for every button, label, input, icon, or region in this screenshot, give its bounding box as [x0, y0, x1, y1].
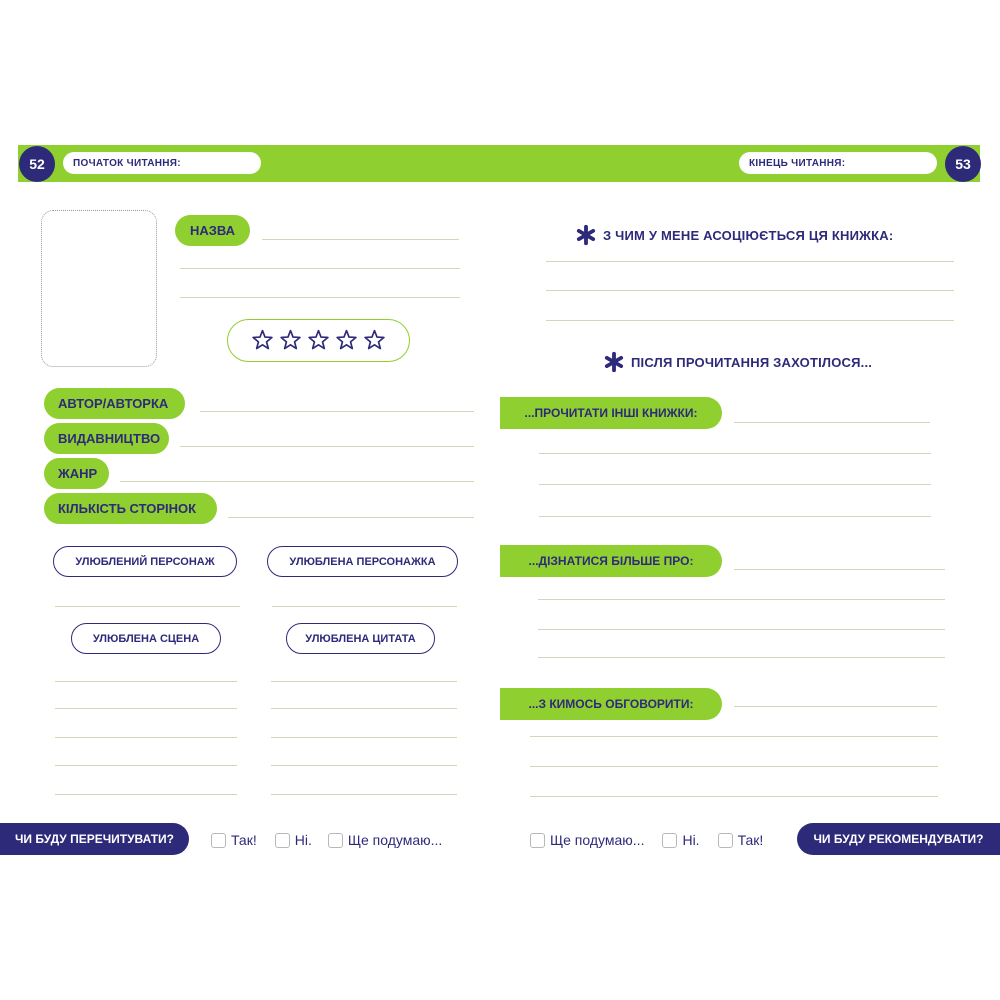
associations-line[interactable]	[546, 261, 954, 262]
wish-discuss-line[interactable]	[734, 706, 937, 707]
wish-read-more-line[interactable]	[539, 516, 931, 517]
title-line-1[interactable]	[262, 239, 459, 240]
checkbox-icon[interactable]	[275, 833, 290, 848]
title-label: НАЗВА	[175, 215, 250, 246]
star-outline-icon[interactable]	[278, 328, 303, 353]
checkbox-icon[interactable]	[718, 833, 733, 848]
recommend-options	[530, 832, 763, 848]
wish-learn-more-line[interactable]	[538, 599, 945, 600]
favorite-character-m-line[interactable]	[55, 606, 240, 607]
favorite-quote-line[interactable]	[271, 708, 457, 709]
favorite-character-m-label: УЛЮБЛЕНИЙ ПЕРСОНАЖ	[53, 546, 237, 577]
star-outline-icon[interactable]	[362, 328, 387, 353]
reread-option-maybe-text: Ще подумаю...	[347, 832, 443, 848]
page-number-right: 53	[945, 146, 981, 182]
title-line-2[interactable]	[180, 268, 460, 269]
checkbox-icon[interactable]	[530, 833, 545, 848]
wish-learn-more-line[interactable]	[538, 657, 945, 658]
genre-label: ЖАНР	[44, 458, 109, 489]
recommend-option-no[interactable]	[662, 832, 699, 848]
favorite-quote-line[interactable]	[271, 737, 457, 738]
cover-photo-placeholder[interactable]	[41, 210, 157, 367]
associations-line[interactable]	[546, 320, 954, 321]
favorite-quote-line[interactable]	[271, 681, 457, 682]
star-outline-icon[interactable]	[334, 328, 359, 353]
rating-stars	[227, 319, 410, 362]
associations-line[interactable]	[546, 290, 954, 291]
wish-read-more-line[interactable]	[539, 453, 931, 454]
recommend-option-yes[interactable]	[718, 832, 764, 848]
star-outline-icon[interactable]	[306, 328, 331, 353]
wish-discuss-line[interactable]	[530, 766, 938, 767]
asterisk-icon	[575, 224, 597, 246]
favorite-character-f-label: УЛЮБЛЕНА ПЕРСОНАЖКА	[267, 546, 458, 577]
wish-read-more-line[interactable]	[734, 422, 930, 423]
recommend-option-maybe[interactable]	[530, 832, 644, 848]
pages-count-label: КІЛЬКІСТЬ СТОРІНОК	[44, 493, 217, 524]
wish-learn-more-line[interactable]	[734, 569, 945, 570]
reread-option-yes-text: Так!	[231, 832, 257, 848]
favorite-scene-line[interactable]	[55, 765, 237, 766]
associations-heading	[575, 224, 893, 246]
favorite-scene-label: УЛЮБЛЕНА СЦЕНА	[71, 623, 221, 654]
title-line-3[interactable]	[180, 297, 460, 298]
recommend-question-label: ЧИ БУДУ РЕКОМЕНДУВАТИ?	[797, 823, 1000, 855]
reading-end-label: КІНЕЦЬ ЧИТАННЯ:	[749, 157, 846, 169]
reading-start-label: ПОЧАТОК ЧИТАННЯ:	[73, 157, 181, 169]
checkbox-icon[interactable]	[211, 833, 226, 848]
wish-discuss-line[interactable]	[530, 736, 938, 737]
recommend-option-yes-text: Так!	[737, 832, 764, 848]
genre-line[interactable]	[120, 481, 474, 482]
star-outline-icon[interactable]	[250, 328, 275, 353]
reread-question-label: ЧИ БУДУ ПЕРЕЧИТУВАТИ?	[0, 823, 189, 855]
checkbox-icon[interactable]	[328, 833, 343, 848]
associations-heading-text: З ЧИМ У МЕНЕ АСОЦІЮЄТЬСЯ ЦЯ КНИЖКА:	[603, 227, 894, 243]
page-number-left: 52	[19, 146, 55, 182]
favorite-quote-line[interactable]	[271, 765, 457, 766]
publisher-line[interactable]	[180, 446, 474, 447]
wish-discuss-line[interactable]	[530, 796, 938, 797]
after-reading-heading	[603, 351, 872, 373]
favorite-scene-line[interactable]	[55, 794, 237, 795]
reread-option-no-text: Ні.	[294, 832, 312, 848]
reading-start-field[interactable]	[63, 152, 261, 174]
wish-read-more-line[interactable]	[539, 484, 931, 485]
favorite-character-f-line[interactable]	[272, 606, 457, 607]
author-line[interactable]	[200, 411, 474, 412]
wish-discuss-label: ...З КИМОСЬ ОБГОВОРИТИ:	[500, 688, 722, 720]
after-reading-heading-text: ПІСЛЯ ПРОЧИТАННЯ ЗАХОТІЛОСЯ...	[631, 354, 873, 370]
favorite-quote-line[interactable]	[271, 794, 457, 795]
asterisk-icon	[603, 351, 625, 373]
recommend-option-maybe-text: Ще подумаю...	[550, 832, 645, 848]
checkbox-icon[interactable]	[662, 833, 677, 848]
reading-end-field[interactable]	[739, 152, 937, 174]
favorite-scene-line[interactable]	[55, 708, 237, 709]
pages-count-line[interactable]	[228, 517, 474, 518]
wish-read-more-label: ...ПРОЧИТАТИ ІНШІ КНИЖКИ:	[500, 397, 722, 429]
author-label: АВТОР/АВТОРКА	[44, 388, 185, 419]
reread-options	[211, 832, 442, 848]
recommend-option-no-text: Ні.	[682, 832, 700, 848]
publisher-label: ВИДАВНИЦТВО	[44, 423, 169, 454]
wish-learn-more-line[interactable]	[538, 629, 945, 630]
wish-learn-more-label: ...ДІЗНАТИСЯ БІЛЬШЕ ПРО:	[500, 545, 722, 577]
reread-option-no[interactable]	[275, 832, 312, 848]
reread-option-yes[interactable]	[211, 832, 257, 848]
favorite-scene-line[interactable]	[55, 737, 237, 738]
favorite-scene-line[interactable]	[55, 681, 237, 682]
reread-option-maybe[interactable]	[328, 832, 442, 848]
favorite-quote-label: УЛЮБЛЕНА ЦИТАТА	[286, 623, 435, 654]
